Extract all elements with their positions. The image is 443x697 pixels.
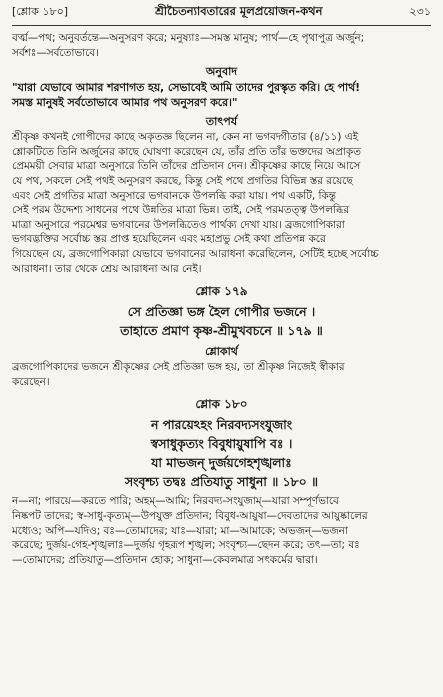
- purport-line: প্রেমময়ী সেবার মাত্রা অনুসারে তিনি তাঁদের প্রতিদান দেন। শ্রীকৃষ্ণের কাছে নিয়ে আসে: [12, 160, 361, 173]
- synonym-line: বর্ত্ম—পথ; অনুবর্তন্তে—অনুসরণ করে; মনুষ্যাঃ—সমস্ত মানুষ; পার্থ—হে পৃথাপুত্র অর্জুন;: [12, 32, 365, 44]
- purport-line: এবং সেই প্রগতির মাত্রা অনুসারে ভগবানকে উপলব্ধি করা যায়। পথ একটি, কিন্তু: [12, 189, 336, 202]
- synonym-line: ন—না; পারয়ে—করতে পারি; অহম্—আমি; নিরবদ্য-সংযুজাম্—যারা সম্পূর্ণভাবে: [12, 495, 339, 508]
- purport-line: মাত্রা অনুসারে পরমেশ্বর ভগবানের উপলব্ধিতেও পার্থক্য দেখা যায়। ব্রজগোপিকারা: [12, 218, 345, 231]
- synonym-line: মধ্যেও; অপি—যদিও; বঃ—তোমাদের; যাঃ—যারা; মা—আমাকে; অভজন্—ভজনা: [12, 524, 348, 537]
- verse-line: স্বসাধুকৃত্যং বিবুধায়ুষাপি বঃ ।: [150, 436, 293, 452]
- verse-line: তাহাতে প্রমাণ কৃষ্ণ-শ্রীমুখবচনে ॥ ১৭৯ ॥: [120, 323, 323, 339]
- verse-line: সে প্রতিজ্ঞা ভঙ্গ হৈল গোপীর ভজনে ।: [127, 304, 316, 320]
- verse-line: সংবৃশ্চ্য তদ্বঃ প্রতিযাতু সাধুনা ॥ ১৮০ ॥: [125, 474, 318, 490]
- verse-translation-line: ব্রজগোপিকাদের ভজনে শ্রীকৃষ্ণের সেই প্রতিজ্ঞা ভঙ্গ হয়, তা শ্রীকৃষ্ণ নিজেই স্বীকার: [12, 361, 345, 374]
- purport-line: শ্লোকটিতে তিনি অর্জুনের কাছে ঘোষণা করেছেন যে, তাঁর প্রতি তাঁর ভক্তদের অপ্রাকৃত: [12, 145, 361, 158]
- translation-heading: অনুবাদ: [205, 65, 238, 79]
- synonym-line: করেছে; দুর্জয়-গেহ-শৃঙ্খলাঃ—দুর্জয় গৃহরূপ শৃঙ্খল; সংবৃশ্চ্য—ছেদন করে; তৎ—তা; বঃ: [12, 539, 360, 552]
- verse-line: যা মাভজন্ দুর্জয়গেহশৃঙ্খলাঃ: [151, 455, 292, 471]
- chapter-title: শ্রীচৈতন্যাবতারের মূলপ্রয়োজন-কথন: [155, 4, 323, 18]
- purport-line: যে পথ, সকলে সেই পথই অনুসরণ করছে, কিন্তু সেই পথে প্রগতির বিভিন্ন স্তর রয়েছে: [12, 174, 353, 187]
- purport-line: ভগবদ্ভক্তির সর্বোচ্চ স্তর প্রাপ্ত হয়েছিলেন এবং মহাপ্রভু সেই কথা প্রতিপন্ন করে: [12, 233, 326, 246]
- purport-line: আরাধনা। তার থেকে শ্রেয় আরাধনা আর নেই।: [12, 262, 202, 275]
- purport-line: শ্রীকৃষ্ণ কখনই গোপীদের কাছে অকৃতজ্ঞ ছিলেন না, কেন না ভগবদ্গীতার (৪/১১) এই: [12, 131, 359, 144]
- header-rule: [12, 25, 431, 26]
- synonym-line: নিষ্কপট তাদের; স্ব-সাধু-কৃত্যম্—উপযুক্ত প্রতিদান; বিবুধ-আয়ুষা—দেবতাদের আয়ুষ্কালের: [12, 509, 368, 522]
- page-header: [12, 6, 431, 22]
- synonym-line: সর্বশঃ—সর্বতোভাবে।: [12, 46, 99, 59]
- purport-line: গিয়েছেন যে, ব্রজগোপিকারা যেভাবে ভগবানের আরাধনা করেছিলেন, সেটিই হচ্ছে সর্বোচ্চ: [12, 247, 379, 260]
- translation-line: "যারা যেভাবে আমার শরণাগত হয়, সেভাবেই আমি তাদের পুরস্কৃত করি। হে পার্থ!: [12, 81, 361, 95]
- translation-line: সমস্ত মানুষই সর্বতোভাবে আমার পথ অনুসরণ করে।": [12, 96, 238, 110]
- verse-range-label: [শ্লোক ১৮০]: [12, 5, 69, 18]
- verse-translation-line: করেছেন।: [12, 375, 50, 388]
- verse-translation-heading: শ্লোকার্থ: [205, 345, 238, 359]
- verse-number: শ্লোক ১৮০: [195, 397, 248, 412]
- purport-line: সেই পরম উদ্দেশ্য সাধনের পথে উন্নতির মাত্রা ভিন্ন। তাই, সেই পরমতত্ত্ব উপলব্ধির: [12, 204, 350, 217]
- purport-heading: তাৎপর্য: [205, 115, 238, 129]
- synonym-line: —তোমাদের; প্রতিযাতু—প্রতিদান হোক; সাধুনা—কেবলমাত্র সৎকর্মের দ্বারা।: [12, 553, 318, 566]
- verse-number: শ্লোক ১৭৯: [195, 284, 248, 299]
- verse-line: ন পারয়েঽহং নিরবদ্যসংযুজাং: [150, 417, 293, 433]
- page-number: ২৩১: [409, 5, 431, 18]
